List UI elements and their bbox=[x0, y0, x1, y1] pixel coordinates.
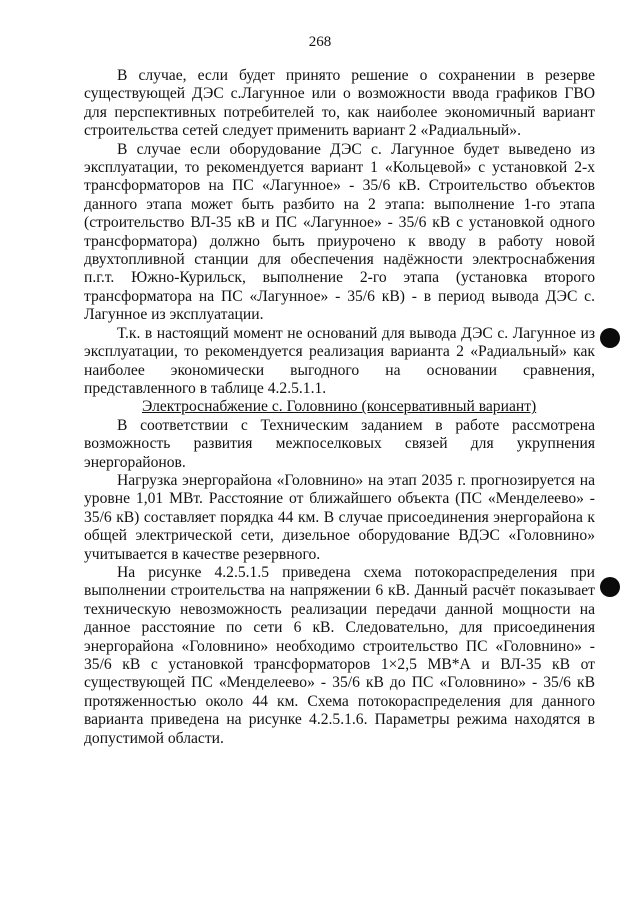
paragraph-ring-option: В случае если оборудование ДЭС с. Лагунное будет выведено из эксплуатации, то рекомендуется вариант 1 «Кольцевой» с установкой 2-х трансформаторов на ПС «Лагунное» - 35/6 кВ. Строительство объектов данного этапа может быть разбито на 2 этапа: выполнение 1-го этапа (строительство ВЛ-35 кВ и ПС «Лагунное» - 35/6 кВ с установкой одного трансформатора) должно быть приурочено к вводу в работу новой двухтопливной станции для обеспечения надёжности электроснабжения п.г.т. Южно-Курильск, выполнение 2-го этапа (установка второго трансформатора на ПС «Лагунное» - 35/6 кВ) - в период вывода ДЭС с. Лагунное из эксплуатации. bbox=[84, 140, 595, 324]
paragraph-flow-scheme: На рисунке 4.2.5.1.5 приведена схема потокораспределения при выполнении строительства на напряжении 6 кВ. Данный расчёт показывает техническую невозможность реализации передачи данной мощности на данное расстояние по сети 6 кВ. Следовательно, для присоединения энергорайона «Головнино» необходимо строительство ПС «Головнино» - 35/6 кВ с установкой трансформаторов 1×2,5 МВ*А и ВЛ-35 кВ от существующей ПС «Менделеево» - 35/6 кВ до ПС «Головнино» - 35/6 кВ протяженностью около 44 км. Схема потокораспределения для данного варианта приведена на рисунке 4.2.5.1.6. Параметры режима находятся в допустимой области. bbox=[84, 563, 595, 747]
section-heading: Электроснабжение с. Головнино (консервативный вариант) bbox=[142, 398, 537, 416]
document-body bbox=[84, 67, 595, 748]
paragraph-recommendation: Т.к. в настоящий момент не оснований для вывода ДЭС с. Лагунное из эксплуатации, то рекомендуется реализация варианта 2 «Радиальный» как наиболее экономически выгодного на основании сравнения, представленного в таблице 4.2.5.1.1. bbox=[84, 324, 595, 397]
paragraph-technical-task: В соответствии с Техническим заданием в работе рассмотрена возможность развития межпоселковых связей для укрупнения энергорайонов. bbox=[84, 416, 595, 471]
paragraph-load-forecast: Нагрузка энергорайона «Головнино» на этап 2035 г. прогнозируется на уровне 1,01 МВт. Расстояние от ближайшего объекта (ПС «Менделеево» - 35/6 кВ) составляет порядка 44 км. В случае присоединения энергорайона к общей электрической сети, дизельное оборудование ВДЭС «Головнино» учитывается в качестве резервного. bbox=[84, 471, 595, 563]
page-number: 268 bbox=[308, 34, 332, 50]
binder-hole-mark bbox=[600, 328, 620, 348]
binder-hole-mark bbox=[600, 577, 620, 597]
paragraph-reserve-option: В случае, если будет принято решение о сохранении в резерве существующей ДЭС с.Лагунное или о возможности ввода графиков ГВО для перспективных потребителей то, как наиболее экономичный вариант строительства сетей следует применить вариант 2 «Радиальный». bbox=[84, 67, 595, 140]
